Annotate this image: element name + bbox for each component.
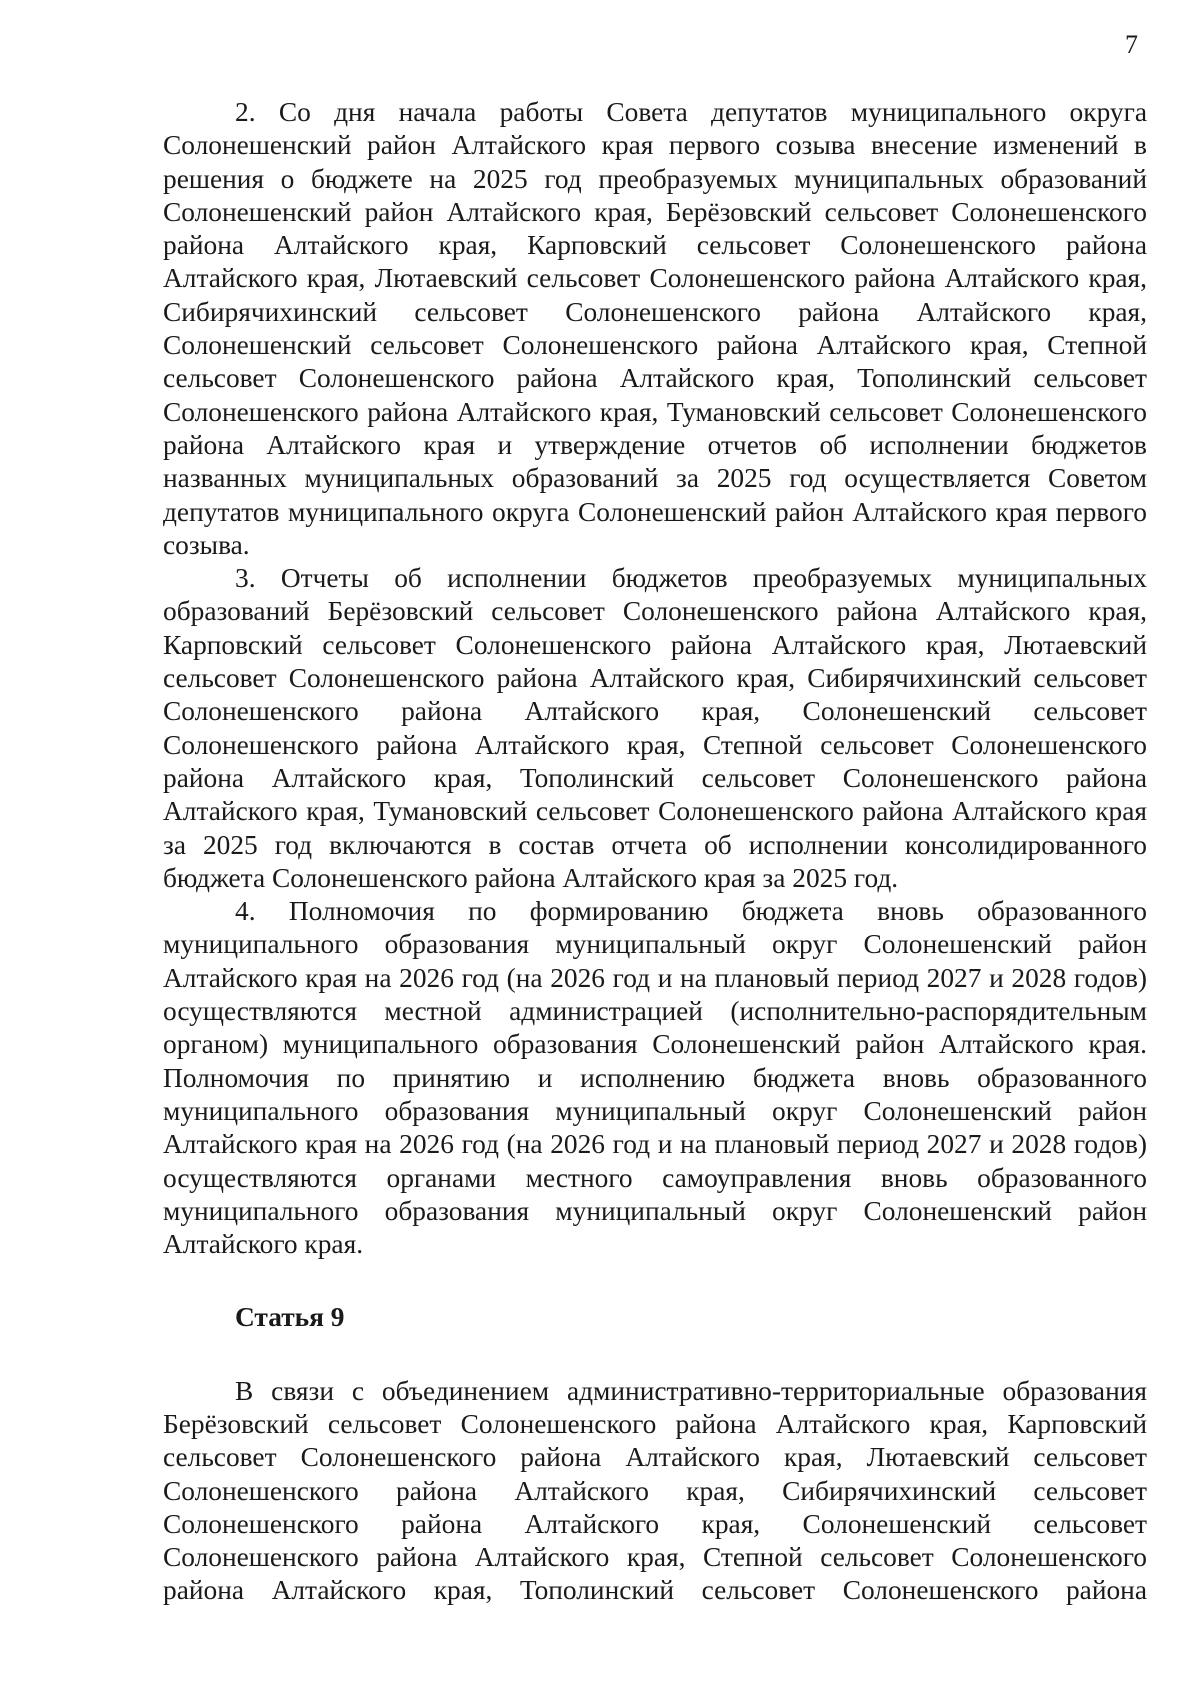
article-9-heading: Статья 9 <box>235 1302 345 1333</box>
paragraph-4: 4. Полномочия по формированию бюджета вновь образованного муниципального образования муниципальный округ Солонешенский район Алтайского края на 2026 год (на 2026 год и на плановый период 2027 и 2028 годов) осуществляются местной администрацией (исполнительно-распорядительным органом) муниципального образования Солонешенский район Алтайского края. Полномочия по принятию и исполнению бюджета вновь образованного муниципального образования муниципальный округ Солонешенский район Алтайского края на 2026 год (на 2026 год и на плановый период 2027 и 2028 годов) осуществляются органами местного самоуправления вновь образованного муниципального образования муниципальный округ Солонешенский район Алтайского края. <box>163 896 1147 1260</box>
paragraph-2: 2. Со дня начала работы Совета депутатов муниципального округа Солонешенский район Алтайского края первого созыва внесение изменений в решения о бюджете на 2025 год преобразуемых муниципальных образований Солонешенский район Алтайского края, Берёзовский сельсовет Солонешенского района Алтайского края, Карповский сельсовет Солонешенского района Алтайского края, Лютаевский сельсовет Солонешенского района Алтайского края, Сибирячихинский сельсовет Солонешенского района Алтайского края, Солонешенский сельсовет Солонешенского района Алтайского края, Степной сельсовет Солонешенского района Алтайского края, Тополинский сельсовет Солонешенского района Алтайского края, Тумановский сельсовет Солонешенского района Алтайского края и утверждение отчетов об исполнении бюджетов названных муниципальных образований за 2025 год осуществляется Советом депутатов муниципального округа Солонешенский район Алтайского края первого созыва. <box>163 97 1147 560</box>
page-number: 7 <box>1125 30 1138 59</box>
article-9-paragraph-1: В связи с объединением административно-территориальные образования Берёзовский сельсовет Солонешенского района Алтайского края, Карповский сельсовет Солонешенского района Алтайского края, Лютаевский сельсовет Солонешенского района Алтайского края, Сибирячихинский сельсовет Солонешенского района Алтайского края, Солонешенский сельсовет Солонешенского района Алтайского края, Степной сельсовет Солонешенского района Алтайского края, Тополинский сельсовет Солонешенского района <box>163 1375 1147 1606</box>
paragraph-3: 3. Отчеты об исполнении бюджетов преобразуемых муниципальных образований Берёзовский сельсовет Солонешенского района Алтайского края, Карповский сельсовет Солонешенского района Алтайского края, Лютаевский сельсовет Солонешенского района Алтайского края, Сибирячихинский сельсовет Солонешенского района Алтайского края, Солонешенский сельсовет Солонешенского района Алтайского края, Степной сельсовет Солонешенского района Алтайского края, Тополинский сельсовет Солонешенского района Алтайского края, Тумановский сельсовет Солонешенского района Алтайского края за 2025 год включаются в состав отчета об исполнении консолидированного бюджета Солонешенского района Алтайского края за 2025 год. <box>163 563 1147 893</box>
document-body <box>163 96 1147 1608</box>
